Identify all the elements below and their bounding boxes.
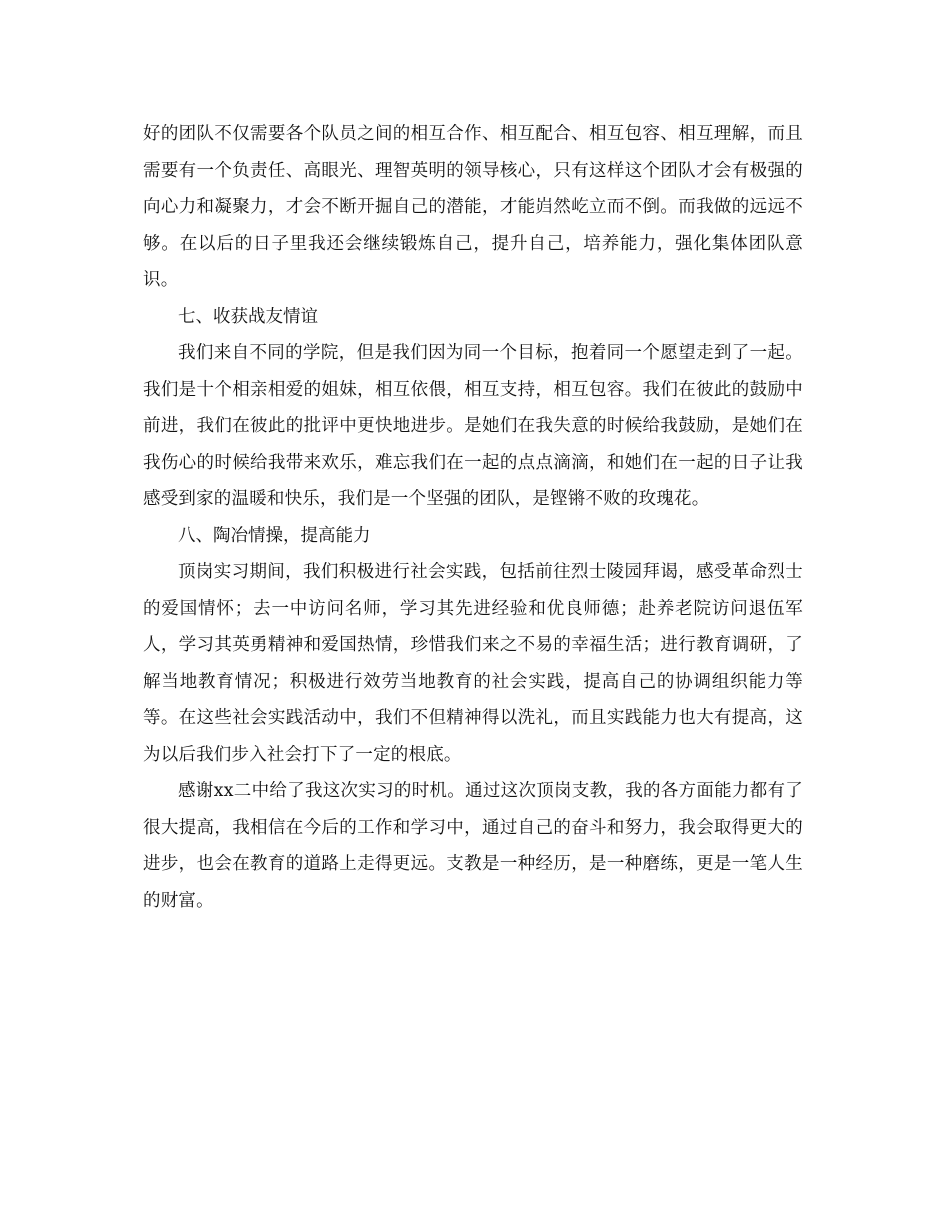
paragraph-thanks: 感谢xx二中给了我这次实习的时机。通过这次顶岗支教，我的各方面能力都有了很大提高，我相信在今后的工作和学习中，通过自己的奋斗和努力，我会取得更大的进步，也会在教育的道路上走得更远。支教是一种经历，是一种磨练，更是一笔人生的财富。 xyxy=(143,781,803,911)
document-body xyxy=(143,116,803,919)
paragraph-team-spirit: 好的团队不仅需要各个队员之间的相互合作、相互配合、相互包容、相互理解，而且需要有一个负责任、高眼光、理智英明的领导核心，只有这样这个团队才会有极强的向心力和凝聚力，才会不断开掘自己的潜能，才能岿然屹立而不倒。而我做的远远不够。在以后的日子里我还会继续锻炼自己，提升自己，培养能力，强化集体团队意识。 xyxy=(143,124,803,290)
paragraph-friendship: 我们来自不同的学院，但是我们因为同一个目标，抱着同一个愿望走到了一起。我们是十个相亲相爱的姐妹，相互依偎，相互支持，相互包容。我们在彼此的鼓励中前进，我们在彼此的批评中更快地进步。是她们在我失意的时候给我鼓励，是她们在我伤心的时候给我带来欢乐，难忘我们在一起的点点滴滴，和她们在一起的日子让我感受到家的温暖和快乐，我们是一个坚强的团队，是铿锵不败的玫瑰花。 xyxy=(143,343,803,509)
section-heading-7: 七、收获战友情谊 xyxy=(178,306,318,327)
section-heading-8: 八、陶冶情操，提高能力 xyxy=(178,525,371,546)
paragraph-social-practice: 顶岗实习期间，我们积极进行社会实践，包括前往烈士陵园拜谒，感受革命烈士的爱国情怀；去一中访问名师，学习其先进经验和优良师德；赴养老院访问退伍军人，学习其英勇精神和爱国热情，珍惜我们来之不易的幸福生活；进行教育调研，了解当地教育情况；积极进行效劳当地教育的社会实践，提高自己的协调组织能力等等。在这些社会实践活动中，我们不但精神得以洗礼，而且实践能力也大有提高，这为以后我们步入社会打下了一定的根底。 xyxy=(143,562,803,765)
